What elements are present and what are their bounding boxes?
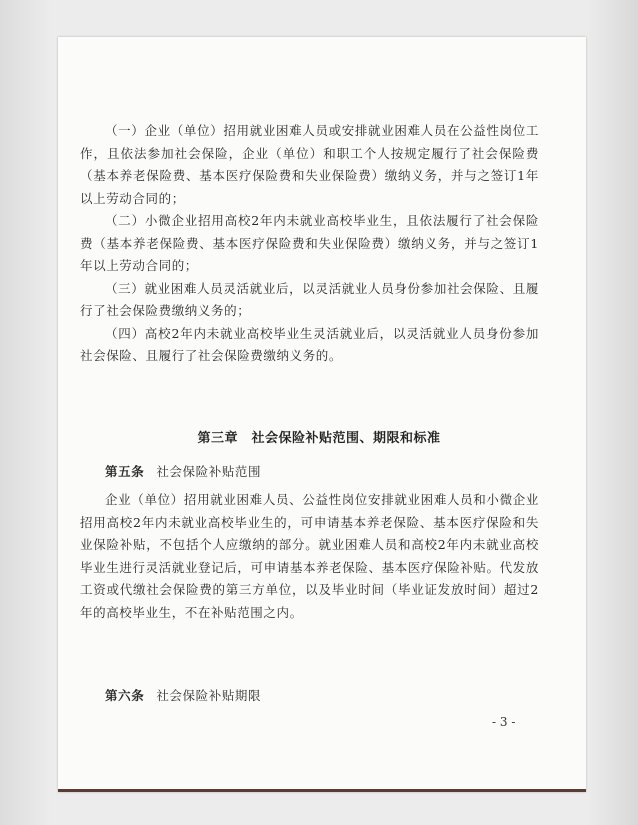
chapter-heading: 第三章 社会保险补贴范围、期限和标准 xyxy=(197,431,441,446)
article-6-title: 社会保险补贴期限 xyxy=(156,688,262,703)
article-5-number: 第五条 xyxy=(105,464,145,479)
article-5-body: 企业（单位）招用就业困难人员、公益性岗位安排就业困难人员和小微企业招用高校2年内未就业高校毕业生的，可申请基本养老保险、基本医疗保险和失业保险补贴，不包括个人应缴纳的部分。就业困难人员和高校2年内未就业高校毕业生进行灵活就业登记后，可申请基本养老保险、基本医疗保险补贴。代发放工资或代缴社会保险费的第三方单位，以及毕业时间（毕业证发放时间）超过2年的高校毕业生，不在补贴范围之内。 xyxy=(80,492,539,620)
article-5-title: 社会保险补贴范围 xyxy=(156,464,262,479)
top-paragraphs xyxy=(80,120,539,368)
clause-4: （四）高校2年内未就业高校毕业生灵活就业后，以灵活就业人员身份参加社会保险、且履行了社会保险费缴纳义务的。 xyxy=(80,325,539,363)
clause-2: （二）小微企业招用高校2年内未就业高校毕业生，且依法履行了社会保险费（基本养老保险费、基本医疗保险费和失业保险费）缴纳义务，并与之签订1年以上劳动合同的； xyxy=(80,213,539,273)
clause-1: （一）企业（单位）招用就业困难人员或安排就业困难人员在公益性岗位工作，且依法参加社会保险，企业（单位）和职工个人按规定履行了社会保险费（基本养老保险费、基本医疗保险费和失业保险费）缴纳义务，并与之签订1年以上劳动合同的； xyxy=(80,123,539,206)
page-number: - 3 - xyxy=(492,715,516,729)
article-6-number: 第六条 xyxy=(105,688,145,703)
article-6-heading xyxy=(105,686,261,704)
article-5-body-block xyxy=(80,489,539,624)
article-5-heading xyxy=(105,462,261,480)
clause-3: （三）就业困难人员灵活就业后，以灵活就业人员身份参加社会保险、且履行了社会保险费缴纳义务的； xyxy=(80,280,539,318)
